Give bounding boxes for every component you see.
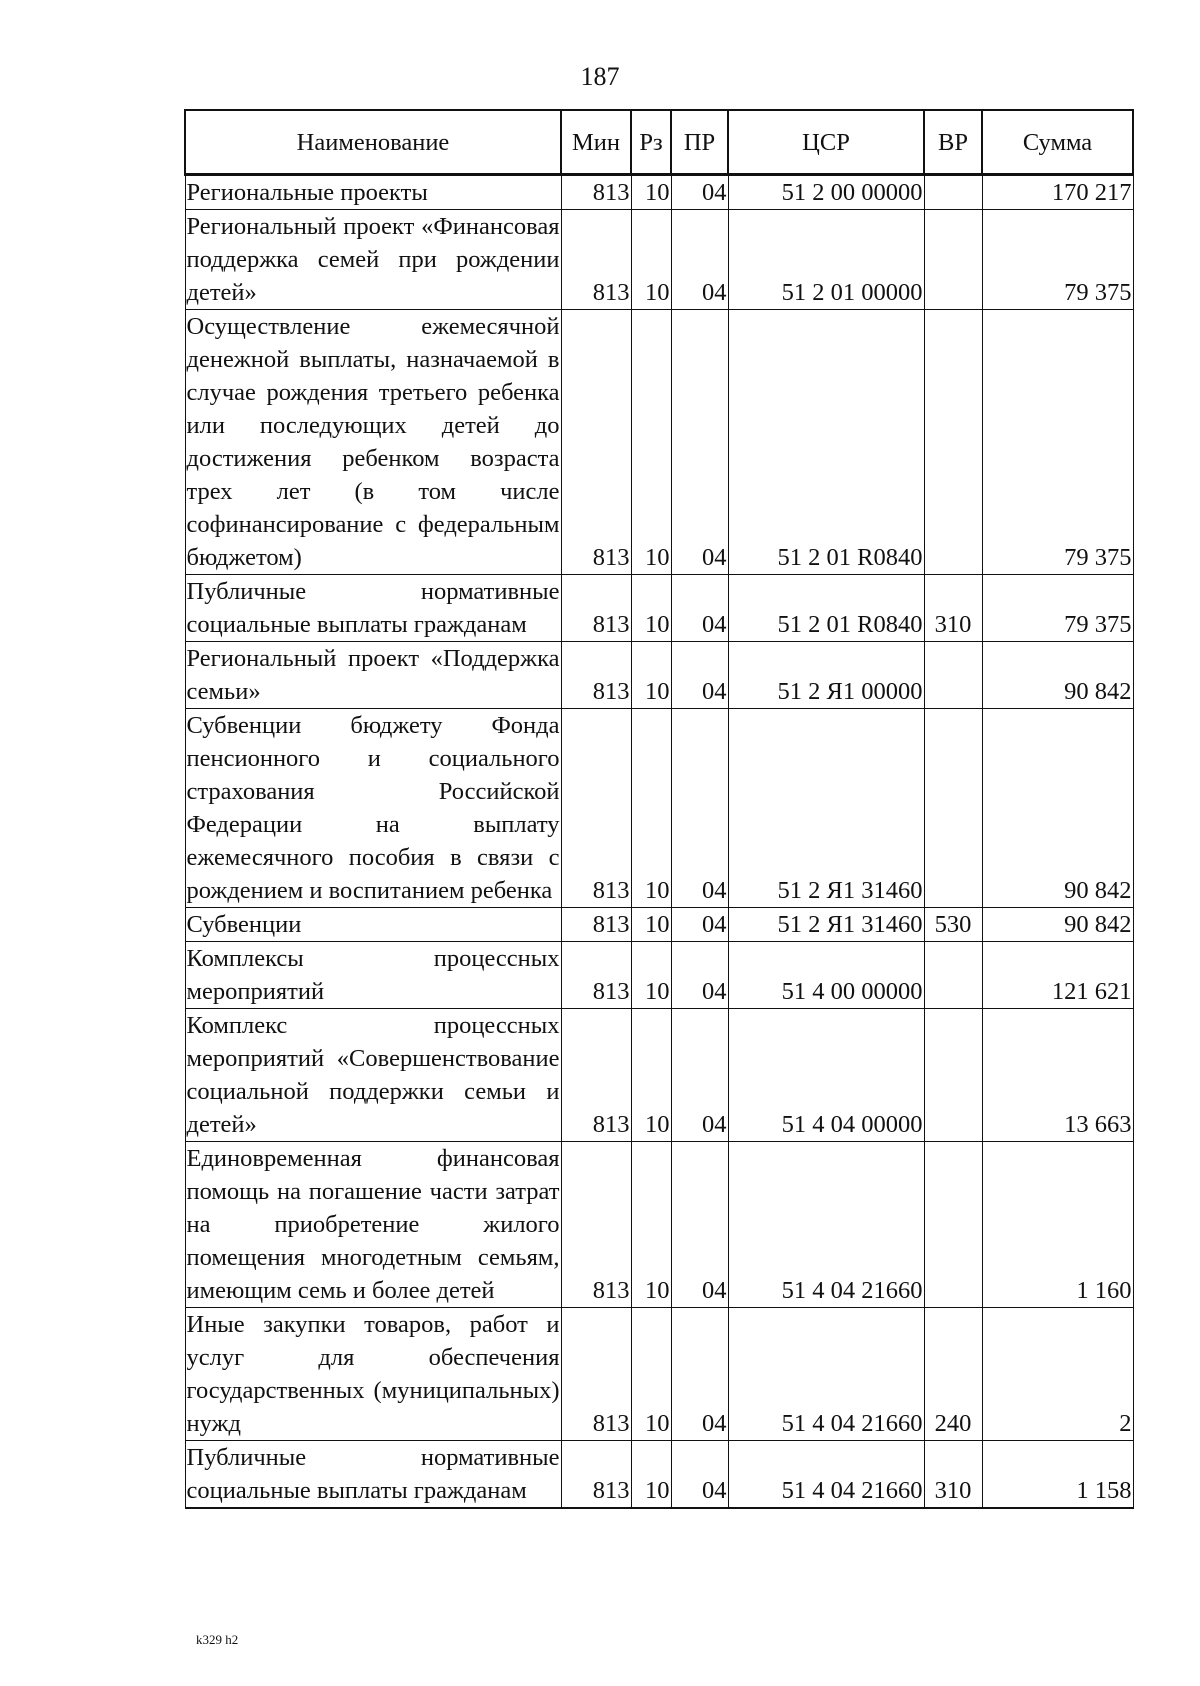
row-sum-cell: 170 217 [982, 175, 1133, 210]
row-min-cell: 813 [561, 942, 631, 1009]
table-row [185, 1142, 1133, 1308]
row-csr-cell: 51 2 Я1 31460 [728, 709, 924, 908]
row-sum-cell: 90 842 [982, 908, 1133, 942]
row-rz-cell: 10 [631, 575, 671, 642]
header-name: Наименование [185, 110, 561, 175]
row-pr-cell: 04 [671, 942, 728, 1009]
row-pr-cell: 04 [671, 908, 728, 942]
row-pr-cell: 04 [671, 1009, 728, 1142]
row-rz-cell: 10 [631, 709, 671, 908]
row-sum-cell: 2 [982, 1308, 1133, 1441]
header-rz: Рз [631, 110, 671, 175]
table-row [185, 1009, 1133, 1142]
row-csr-cell: 51 4 04 21660 [728, 1308, 924, 1441]
page-number: 187 [580, 62, 620, 91]
row-min-cell: 813 [561, 310, 631, 575]
row-name-cell: Единовременная финансовая помощь на погашение части затрат на приобретение жилого помещения многодетным семьям, имеющим семь и более детей [185, 1142, 561, 1308]
row-rz-cell: 10 [631, 1441, 671, 1509]
header-min: Мин [561, 110, 631, 175]
row-sum-cell: 79 375 [982, 575, 1133, 642]
document-footer-code: k329 h2 [196, 1632, 239, 1647]
row-vr-cell: 240 [924, 1308, 982, 1441]
row-csr-cell: 51 4 04 00000 [728, 1009, 924, 1142]
budget-table [184, 109, 1134, 1509]
row-rz-cell: 10 [631, 942, 671, 1009]
row-sum-cell: 90 842 [982, 642, 1133, 709]
row-name-cell: Региональный проект «Финансовая поддержка семей при рождении детей» [185, 210, 561, 310]
row-csr-cell: 51 2 Я1 00000 [728, 642, 924, 709]
row-min-cell: 813 [561, 575, 631, 642]
row-name-cell: Комплексы процессных мероприятий [185, 942, 561, 1009]
row-name-cell: Иные закупки товаров, работ и услуг для обеспечения государственных (муниципальных) нужд [185, 1308, 561, 1441]
row-pr-cell: 04 [671, 210, 728, 310]
row-sum-cell: 1 158 [982, 1441, 1133, 1509]
row-csr-cell: 51 4 00 00000 [728, 942, 924, 1009]
row-sum-cell: 79 375 [982, 210, 1133, 310]
row-name-cell: Субвенции [185, 908, 561, 942]
table-row [185, 175, 1133, 210]
row-name-cell: Публичные нормативные социальные выплаты гражданам [185, 575, 561, 642]
row-csr-cell: 51 2 Я1 31460 [728, 908, 924, 942]
row-csr-cell: 51 2 00 00000 [728, 175, 924, 210]
row-sum-cell: 90 842 [982, 709, 1133, 908]
row-name-cell: Региональный проект «Поддержка семьи» [185, 642, 561, 709]
row-pr-cell: 04 [671, 1441, 728, 1509]
row-min-cell: 813 [561, 642, 631, 709]
row-csr-cell: 51 2 01 R0840 [728, 310, 924, 575]
table-row [185, 1308, 1133, 1441]
table-row [185, 908, 1133, 942]
row-sum-cell: 121 621 [982, 942, 1133, 1009]
row-pr-cell: 04 [671, 1142, 728, 1308]
table-row [185, 642, 1133, 709]
table-body [185, 175, 1133, 1509]
row-min-cell: 813 [561, 1441, 631, 1509]
table-header-row [185, 110, 1133, 175]
row-pr-cell: 04 [671, 642, 728, 709]
row-name-cell: Публичные нормативные социальные выплаты гражданам [185, 1441, 561, 1509]
row-csr-cell: 51 2 01 R0840 [728, 575, 924, 642]
row-sum-cell: 13 663 [982, 1009, 1133, 1142]
table-row [185, 1441, 1133, 1509]
row-rz-cell: 10 [631, 1009, 671, 1142]
header-pr: ПР [671, 110, 728, 175]
row-rz-cell: 10 [631, 210, 671, 310]
table-row [185, 575, 1133, 642]
header-vr: ВР [924, 110, 982, 175]
table-row [185, 210, 1133, 310]
row-min-cell: 813 [561, 210, 631, 310]
table-row [185, 310, 1133, 575]
row-min-cell: 813 [561, 175, 631, 210]
row-rz-cell: 10 [631, 908, 671, 942]
row-sum-cell: 79 375 [982, 310, 1133, 575]
row-rz-cell: 10 [631, 642, 671, 709]
header-csr: ЦСР [728, 110, 924, 175]
table-row [185, 942, 1133, 1009]
row-vr-cell [924, 1142, 982, 1308]
header-sum: Сумма [982, 110, 1133, 175]
row-rz-cell: 10 [631, 175, 671, 210]
table-row [185, 709, 1133, 908]
row-vr-cell [924, 210, 982, 310]
row-pr-cell: 04 [671, 310, 728, 575]
row-pr-cell: 04 [671, 575, 728, 642]
row-pr-cell: 04 [671, 709, 728, 908]
row-name-cell: Субвенции бюджету Фонда пенсионного и социального страхования Российской Федерации на выплату ежемесячного пособия в связи с рождением и воспитанием ребенка [185, 709, 561, 908]
row-name-cell: Комплекс процессных мероприятий «Совершенствование социальной поддержки семьи и детей» [185, 1009, 561, 1142]
row-vr-cell: 310 [924, 575, 982, 642]
row-min-cell: 813 [561, 709, 631, 908]
row-min-cell: 813 [561, 1009, 631, 1142]
row-vr-cell [924, 310, 982, 575]
row-csr-cell: 51 4 04 21660 [728, 1441, 924, 1509]
row-vr-cell [924, 1009, 982, 1142]
row-min-cell: 813 [561, 1142, 631, 1308]
row-vr-cell [924, 175, 982, 210]
row-pr-cell: 04 [671, 1308, 728, 1441]
row-pr-cell: 04 [671, 175, 728, 210]
row-sum-cell: 1 160 [982, 1142, 1133, 1308]
row-vr-cell [924, 942, 982, 1009]
row-min-cell: 813 [561, 908, 631, 942]
row-csr-cell: 51 2 01 00000 [728, 210, 924, 310]
row-min-cell: 813 [561, 1308, 631, 1441]
row-rz-cell: 10 [631, 1142, 671, 1308]
row-name-cell: Региональные проекты [185, 175, 561, 210]
row-name-cell: Осуществление ежемесячной денежной выплаты, назначаемой в случае рождения третьего ребенка или последующих детей до достижения ребенком возраста трех лет (в том числе софинансирование с федеральным бюджетом) [185, 310, 561, 575]
row-rz-cell: 10 [631, 1308, 671, 1441]
row-csr-cell: 51 4 04 21660 [728, 1142, 924, 1308]
row-vr-cell: 530 [924, 908, 982, 942]
row-vr-cell: 310 [924, 1441, 982, 1509]
row-rz-cell: 10 [631, 310, 671, 575]
row-vr-cell [924, 709, 982, 908]
row-vr-cell [924, 642, 982, 709]
